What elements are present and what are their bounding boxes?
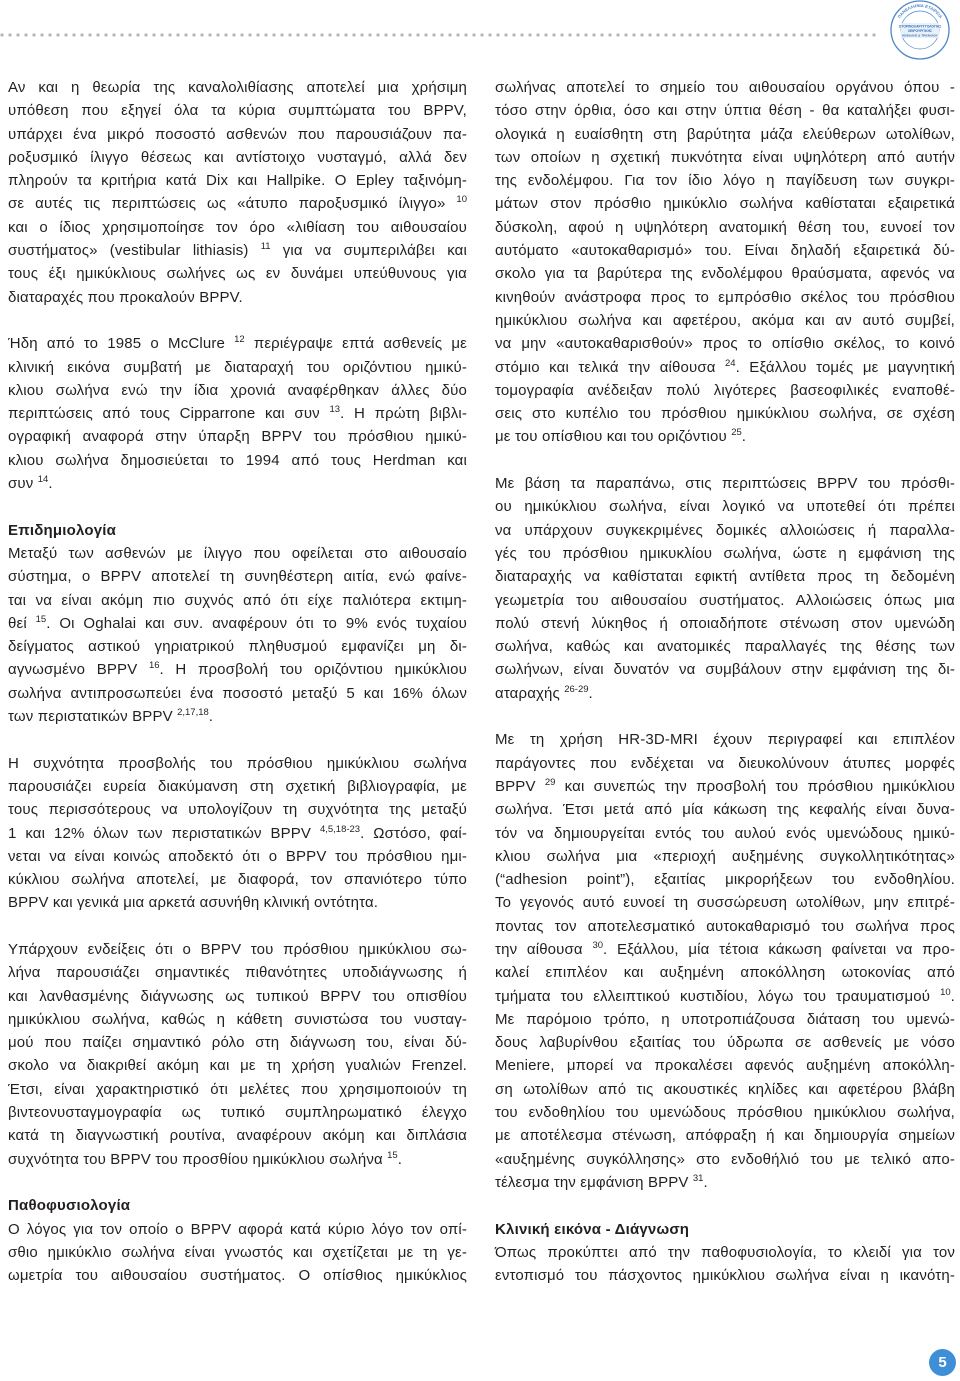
citation-superscript: 4,5,18-23 xyxy=(319,823,361,835)
text-line xyxy=(8,1148,467,1171)
text-run: κλινική εικόνα συμβατή με διαταραχή του οριζόντιου ημικύ- xyxy=(8,358,467,376)
text-run: Ο λόγος για τον οποίο ο BPPV αφορά κατά κύριο λόγο τον οπί- xyxy=(8,1220,467,1238)
text-line xyxy=(8,845,467,868)
text-line xyxy=(8,192,467,215)
text-run: (“adhesion point”), εξαιτίας μικρορήξεων του ενδοθηλίου. xyxy=(495,871,955,889)
text-run: Meniere, μπορεί να προκαλέσει αφενός αυξημένη αποκόλλη- xyxy=(495,1057,955,1075)
text-line xyxy=(495,938,955,961)
text-run: των περιστατικών BPPV xyxy=(8,708,178,726)
text-run: ται να είναι ακόμη πιο συχνός από ότι είχε παλιότερα εκτιμη- xyxy=(8,591,467,609)
text-run: Έτσι, είναι χαρακτηριστικό ότι μελέτες που χρησιμοποιούν τη xyxy=(8,1080,467,1098)
text-line xyxy=(495,216,955,239)
text-line xyxy=(495,961,955,984)
citation-superscript: 15 xyxy=(35,613,47,625)
text-run: BPPV και γενικά μια αρκετά ασυνήθη κλινική οντότητα. xyxy=(8,894,379,912)
text-run: ση ωτολίθων από τις ακουστικές κηλίδες και αφετέρου βλάβη xyxy=(495,1080,955,1098)
text-run: . Η πρώτη βιβλι- xyxy=(340,405,468,423)
text-line xyxy=(8,612,467,635)
text-line xyxy=(495,1054,955,1077)
text-line xyxy=(495,402,955,425)
citation-superscript: 15 xyxy=(387,1149,398,1161)
text-run: διαταραχής να καθίσταται εφικτή αντίθετα προς τη δεδομένη xyxy=(495,568,955,586)
text-run: ροξυσμικό ίλιγγο θέσεως και αντίστοιχο νυσταγμό, αλλά δεν xyxy=(8,148,467,166)
text-line xyxy=(495,915,955,938)
text-line xyxy=(495,332,955,355)
text-run: Με βάση τα παραπάνω, στις περιπτώσεις BPPV του πρόσθι- xyxy=(495,475,955,493)
text-line xyxy=(8,239,467,262)
text-line xyxy=(495,379,955,402)
text-run: ποντας τον αποτελεσματικό αυτοκαθαρισμό του σωλήνα προς xyxy=(495,917,955,935)
text-line xyxy=(8,402,467,425)
citation-superscript: 30 xyxy=(592,939,604,951)
text-line xyxy=(495,589,955,612)
paragraph xyxy=(495,472,955,705)
text-line xyxy=(495,472,955,495)
text-run: σωλήνα αντιπροσωπεύει ένα ποσοστό μεταξύ 5 και 16% όλων xyxy=(8,684,467,702)
citation-superscript: 13 xyxy=(329,404,341,416)
page-number-badge: 5 xyxy=(929,1349,956,1376)
text-run: και λανθασμένης διάγνωσης ως τυπικού BPPV του οπισθίου xyxy=(8,987,467,1005)
text-line xyxy=(8,262,467,285)
text-run: περιπτώσεις από τους Cipparrone και συν xyxy=(8,405,330,423)
text-line xyxy=(495,1008,955,1031)
citation-superscript: 12 xyxy=(234,334,245,346)
text-line xyxy=(495,1241,955,1264)
text-line xyxy=(495,1101,955,1124)
text-line xyxy=(8,1078,467,1101)
text-run: σύστημα, ο BPPV αποτελεί τη συνηθέστερη αιτία, ενώ φαίνε- xyxy=(8,568,467,586)
text-run: . xyxy=(741,428,747,446)
paragraph xyxy=(8,1218,467,1288)
text-run: τόσο στην όρθια, όσο και στην ύπτια θέση - θα καταλήξει φυσι- xyxy=(495,102,955,120)
text-run: . xyxy=(397,1150,403,1168)
text-line xyxy=(8,1008,467,1031)
text-line xyxy=(495,1148,955,1171)
text-run: ωμετρία του αιθουσαίου συστήματος. Ο οπίσθιος ημικύκλιος xyxy=(8,1267,467,1285)
citation-superscript: 26-29 xyxy=(564,683,589,695)
text-run: μάτων στον πρόσθιο ημικύκλιο σωλήνα καθίσταται εξαιρετικά xyxy=(495,195,955,213)
citation-superscript: 31 xyxy=(692,1172,704,1184)
right-text-column xyxy=(495,76,955,1287)
text-run: Υπάρχουν ενδείξεις ότι ο BPPV του πρόσθιου ημικύκλιου σω- xyxy=(8,940,467,958)
text-line xyxy=(8,1218,467,1241)
text-line xyxy=(495,1124,955,1147)
text-line xyxy=(8,1101,467,1124)
paragraph xyxy=(8,752,467,915)
text-run: θεί xyxy=(8,614,36,632)
text-run: τμήματα του ελλειπτικού κυστιδίου, λόγω του τραυματισμού xyxy=(495,987,941,1005)
text-run: κλιου σωλήνα δημοσιεύεται το 1994 από τους Herdman και xyxy=(8,451,467,469)
text-line xyxy=(495,728,955,751)
left-text-column xyxy=(8,76,467,1287)
text-run: σωλήνων, είναι δυνατόν να συμβάλουν στην εμφάνιση της δι- xyxy=(495,661,955,679)
text-line xyxy=(495,542,955,565)
text-run: . xyxy=(950,987,955,1005)
paragraph xyxy=(8,542,467,728)
text-run: τόν να δημιουργείται εντός του αυλού ενός υμενώδους ημικύ- xyxy=(495,824,955,842)
text-run: ογραφική αναφορά στην ύπαρξη BPPV του πρόσθιου ημικύ- xyxy=(8,428,467,446)
text-run: σκολο να διακριθεί ακόμη και με τη χρήση γυαλιών Frenzel. xyxy=(8,1057,467,1075)
text-run: και ο ίδιος χρησιμοποίησε τον όρο «λιθίαση του αιθουσαίου xyxy=(8,218,467,236)
text-run: Με τη χρήση HR-3D-MRI έχουν περιγραφεί και επιπλέον xyxy=(495,731,955,749)
text-line xyxy=(8,961,467,984)
text-line xyxy=(495,752,955,775)
text-line xyxy=(8,1031,467,1054)
text-run: . Εξάλλου τομές με μαγνητική xyxy=(735,358,955,376)
text-line xyxy=(8,169,467,192)
text-line xyxy=(495,169,955,192)
text-line xyxy=(8,123,467,146)
text-run: γεωμετρία του αιθουσαίου συστήματος. Αλλοιώσεις όπως μια xyxy=(495,591,955,609)
text-run: δους λαβυρίνθου εξαιτίας του ύδρωπα σε ασθενείς με νόσο xyxy=(495,1034,955,1052)
text-run: συν xyxy=(8,475,38,493)
text-run: γές του πρόσθιου ημικυκλίου σωλήνα, ώστε η εμφάνιση της xyxy=(495,544,955,562)
text-run: τέλεσμα την εμφάνιση BPPV xyxy=(495,1173,693,1191)
text-line xyxy=(8,216,467,239)
text-line xyxy=(8,356,467,379)
text-line xyxy=(8,798,467,821)
text-run: καλεί επιπλέον και αυξημένη αποκόλληση ωτοκονίας από xyxy=(495,964,955,982)
seal-arc-label: ΠΑΝΕΛΛΗΝΙΑ ΕΤΑΙΡΕΙΑ xyxy=(896,2,944,20)
text-line xyxy=(8,938,467,961)
text-run: του ενδοθηλίου του υμενώδους πρόσθιου ημικύκλιου σωλήνα, xyxy=(495,1104,955,1122)
text-run: . Οι Oghalai και συν. αναφέρουν ότι το 9% ενός τυχαίου xyxy=(46,614,467,632)
text-run: με αποτέλεσμα στένωση, απόφραξη ή και δημιουργία σημείων xyxy=(495,1127,955,1145)
text-line xyxy=(495,309,955,332)
text-line xyxy=(495,985,955,1008)
society-seal-logo xyxy=(882,0,958,61)
text-run: για να συμπεριλάβει και xyxy=(270,242,467,260)
text-run: ου ημικύκλιου σωλήνα, είναι λογικό να υποτεθεί ότι πρέπει xyxy=(495,498,955,516)
seal-line-3: ΚΕΦΑΛΗΣ & ΤΡΑΧΗΛΟΥ xyxy=(902,33,938,38)
text-line xyxy=(495,1171,955,1194)
citation-superscript: 10 xyxy=(456,194,467,206)
text-line xyxy=(8,589,467,612)
text-run: . Ωστόσο, φαί- xyxy=(360,824,467,842)
text-run: στόμιο και τελικά την αίθουσα xyxy=(495,358,725,376)
paragraph xyxy=(495,76,955,449)
text-line xyxy=(495,775,955,798)
text-run: κλιου σωλήνα μια «περιοχή αυξημένης συγκολλητικότητας» xyxy=(495,847,955,865)
text-run: Το γεγονός αυτό ευνοεί τη συσσώρευση ωτολίθων, μην επιτρέ- xyxy=(495,894,955,912)
text-run: Όπως προκύπτει από την παθοφυσιολογία, το κλειδί για τον xyxy=(495,1243,955,1261)
text-line xyxy=(8,99,467,122)
text-line xyxy=(495,99,955,122)
citation-superscript: 11 xyxy=(260,241,271,253)
text-line xyxy=(495,495,955,518)
text-run: . xyxy=(703,1173,708,1191)
text-line xyxy=(495,146,955,169)
text-line xyxy=(8,1241,467,1264)
text-line xyxy=(8,752,467,775)
text-run: παρουσιάζει ευρεία διακύμανση στη σχετική βιβλιογραφία, με xyxy=(8,777,467,795)
text-line xyxy=(8,891,467,914)
text-run: δύσκολη, αφού η υψηλότερη ανατομική θέση του, ευνοεί τον xyxy=(495,218,955,236)
text-run: σθιο ημικύκλιο σωλήνα είναι γνωστός και σχετίζεται με τη γε- xyxy=(8,1243,467,1261)
text-run: παράγοντες που ενδέχεται να διευκολύνουν άτυπες μορφές xyxy=(495,754,955,772)
text-run: νεται να είναι κοινώς αποδεκτό ότι ο BPPV του πρόσθιου ημι- xyxy=(8,847,467,865)
text-run: κύκλιου σωλήνα αποτελεί, με διαφορά, τον σπανιότερο τύπο xyxy=(8,871,467,889)
text-run: την αίθουσα xyxy=(495,940,593,958)
header-dotted-rule xyxy=(0,33,880,37)
text-line xyxy=(495,519,955,542)
text-line xyxy=(495,123,955,146)
text-run: . xyxy=(588,684,593,702)
text-run: βιντεονυσταγμογραφία ως τυπικό συμπληρωματικό έλεγχο xyxy=(8,1104,467,1122)
text-line xyxy=(8,379,467,402)
text-line xyxy=(495,425,955,448)
text-run: πληρούν τα κριτήρια κατά Dix και Hallpike. Ο Epley ταξινόμη- xyxy=(8,172,467,190)
text-line xyxy=(495,1264,955,1287)
text-run: Με παρόμοιο τρόπο, η υποτροπιάζουσα διάταση του υμενώ- xyxy=(495,1010,955,1028)
text-line xyxy=(8,332,467,355)
text-line xyxy=(8,286,467,309)
text-line xyxy=(495,798,955,821)
text-run: BPPV xyxy=(495,777,545,795)
text-line xyxy=(8,146,467,169)
text-run: σε αυτές τις περιπτώσεις ως «άτυπο παροξυσμικό ίλιγγο» xyxy=(8,195,457,213)
seal-line-2: ΧΕΙΡΟΥΡΓΙΚΗΣ xyxy=(907,29,933,33)
text-line xyxy=(495,822,955,845)
text-line xyxy=(8,1054,467,1077)
text-run: διαταραχές που προκαλούν BPPV. xyxy=(8,288,243,306)
text-run: Ήδη από το 1985 ο McClure xyxy=(8,335,235,353)
text-run: με του οπίσθιου και του οριζόντιου xyxy=(495,428,732,446)
citation-superscript: 2,17,18 xyxy=(177,707,209,719)
text-run: συστήματος» (vestibular lithiasis) xyxy=(8,242,261,260)
text-line xyxy=(8,425,467,448)
citation-superscript: 25 xyxy=(731,427,742,439)
text-line xyxy=(495,1078,955,1101)
text-run: δείγματος αστικού γηριατρικού πληθυσμού εμφανίζει μη δι- xyxy=(8,638,467,656)
text-run: Μεταξύ των ασθενών με ίλιγγο που οφείλεται στο αιθουσαίο xyxy=(8,544,467,562)
text-line xyxy=(495,891,955,914)
text-run: της ενδολέμφου. Για τον ίδιο λόγο η παγίδευση των συγκρι- xyxy=(495,172,955,190)
text-run: . Εξάλλου, μία τέτοια κάκωση φαίνεται να προ- xyxy=(603,940,955,958)
text-line xyxy=(495,192,955,215)
text-run: αγνωσμένο BPPV xyxy=(8,661,149,679)
text-run: αταραχής xyxy=(495,684,565,702)
text-run: αυτόματο «αυτοκαθαρισμό» του. Είναι δηλαδή εξαιρετικά δύ- xyxy=(495,242,955,260)
text-run: υπάρχει ένα μικρό ποσοστό ασθενών που παρουσιάζουν πα- xyxy=(8,125,467,143)
text-run: τους περισσότερους να υπολογίζουν τη συχνότητα της μεταξύ xyxy=(8,801,467,819)
text-run: των οποίων η σχετική πυκνότητα είναι υψηλότερη από αυτήν xyxy=(495,148,955,166)
text-run: σωλήνα, καθώς και ανατομικές παραλλαγές της θέσης των xyxy=(495,638,955,656)
text-line xyxy=(495,356,955,379)
text-line xyxy=(8,449,467,472)
text-run: και συνεπώς την προσβολή του πρόσθιου ημικύκλιου xyxy=(555,777,955,795)
paragraph xyxy=(8,332,467,495)
citation-superscript: 24 xyxy=(725,357,736,369)
text-run: πολύ στενή λύκηθος ή οποιαδήποτε στένωση στον υμενώδη xyxy=(495,614,955,632)
text-run: σεις στο κυπέλιο του πρόσθιου ημικύκλιου σωλήνα, σε σχέση xyxy=(495,405,955,423)
text-run: . Η προσβολή του οριζόντιου ημικύκλιου xyxy=(159,661,468,679)
text-line xyxy=(495,612,955,635)
text-line xyxy=(8,775,467,798)
text-line xyxy=(8,822,467,845)
section-heading: Κλινική εικόνα - Διάγνωση xyxy=(495,1220,690,1238)
text-line xyxy=(495,868,955,891)
text-line xyxy=(495,1031,955,1054)
citation-superscript: 29 xyxy=(544,776,556,788)
text-run: κατά τη διαγνωστική ρουτίνα, αναφέρουν ακόμη και διπλάσια xyxy=(8,1127,467,1145)
text-line xyxy=(8,658,467,681)
citation-superscript: 14 xyxy=(37,474,49,486)
text-line xyxy=(495,262,955,285)
text-run: . xyxy=(208,708,214,726)
citation-superscript: 10 xyxy=(940,986,951,998)
text-run: τομογραφία ανέδειξαν πολύ λιγότερες βασεοφιλικές εναποθέ- xyxy=(495,381,955,399)
text-line xyxy=(8,542,467,565)
text-line xyxy=(495,286,955,309)
text-run: κλιου σωλήνα ενώ την ίδια χρονιά αναφέρθηκαν άλλες δύο xyxy=(8,381,467,399)
text-line xyxy=(8,472,467,495)
text-line xyxy=(8,565,467,588)
text-line xyxy=(8,985,467,1008)
paragraph xyxy=(8,76,467,309)
text-line xyxy=(8,76,467,99)
text-line xyxy=(495,845,955,868)
text-run: ημικύκλιου σωλήνα, καθώς η κάθετη συνιστώσα του νυσταγ- xyxy=(8,1010,467,1028)
text-run: «αυξημένης συγκόλλησης» στο ενδοθήλιό του με τελικό απο- xyxy=(495,1150,955,1168)
text-line xyxy=(495,565,955,588)
paragraph xyxy=(495,1241,955,1288)
text-run: συχνότητα του BPPV του προσθίου ημικύκλιου σωλήνα xyxy=(8,1150,388,1168)
section-heading: Επιδημιολογία xyxy=(8,521,117,539)
text-run: σκολο για τα βαρύτερα της ενδολέμφου θραύσματα, αφενός να xyxy=(495,265,955,283)
text-run: κινηθούν ανάστροφα προς το εμπρόσθιο σκέλος του πρόσθιου xyxy=(495,288,955,306)
text-line xyxy=(8,682,467,705)
text-run: Αν και η θεωρία της καναλολιθίασης αποτελεί μια χρήσιμη xyxy=(8,79,467,96)
text-run: περιέγραψε επτά ασθενείς με xyxy=(244,335,467,353)
text-line xyxy=(8,705,467,728)
text-line xyxy=(8,1264,467,1287)
text-run: σωλήνας αποτελεί το σημείο του αιθουσαίου οργάνου όπου - xyxy=(495,79,955,96)
citation-superscript: 16 xyxy=(148,660,160,672)
text-run: λήνα παρουσιάζει σημαντικές πιθανότητες υποδιάγνωσης ή xyxy=(8,964,467,982)
text-run: να υπάρχουν συγκεκριμένες δομικές αλλοιώσεις ή παραλλα- xyxy=(495,521,955,539)
text-run: υπόθεση που εξηγεί όλα τα κύρια συμπτώματα του BPPV, xyxy=(8,102,467,120)
text-line xyxy=(495,658,955,681)
text-line xyxy=(8,868,467,891)
text-line xyxy=(8,635,467,658)
paragraph xyxy=(495,728,955,1194)
text-run: μού που παίζει σημαντικό ρόλο στη διάγνωση του, είναι δύ- xyxy=(8,1034,467,1052)
seal-line-1: ΩΤΟΡΙΝΟΛΑΡΥΓΓΟΛΟΓΙΑΣ xyxy=(898,24,942,29)
text-run: 1 και 12% όλων των περιστατικών BPPV xyxy=(8,824,320,842)
section-heading: Παθοφυσιολογία xyxy=(8,1197,131,1215)
text-run: να μην «αυτοκαθαρισθούν» προς το οπίσθιο σκέλος, το κοινό xyxy=(495,335,955,353)
paragraph xyxy=(8,938,467,1171)
text-run: εντοπισμό του πάσχοντος ημικύκλιου σωλήνα είναι η ικανότη- xyxy=(495,1267,955,1285)
text-run: σωλήνα. Έτσι μετά από μία κάκωση της κεφαλής είναι δυνα- xyxy=(495,801,955,819)
text-run: . xyxy=(48,475,53,493)
text-run: ημικύκλιου σωλήνα και αφετέρου, ακόμα και αν αυτό συμβεί, xyxy=(495,311,955,329)
text-line xyxy=(8,1124,467,1147)
text-line xyxy=(495,76,955,99)
text-line xyxy=(495,239,955,262)
text-run: τους έξι ημικύκλιους σωλήνες ως εν δυνάμει υπεύθυνους για xyxy=(8,265,467,283)
text-run: Η συχνότητα προσβολής του πρόσθιου ημικύκλιου σωλήνα xyxy=(8,754,467,772)
text-line xyxy=(495,635,955,658)
text-run: ολογικά η ευαίσθητη στη βαρύτητα μάζα ελεύθερων ωτολίθων, xyxy=(495,125,955,143)
text-line xyxy=(495,682,955,705)
